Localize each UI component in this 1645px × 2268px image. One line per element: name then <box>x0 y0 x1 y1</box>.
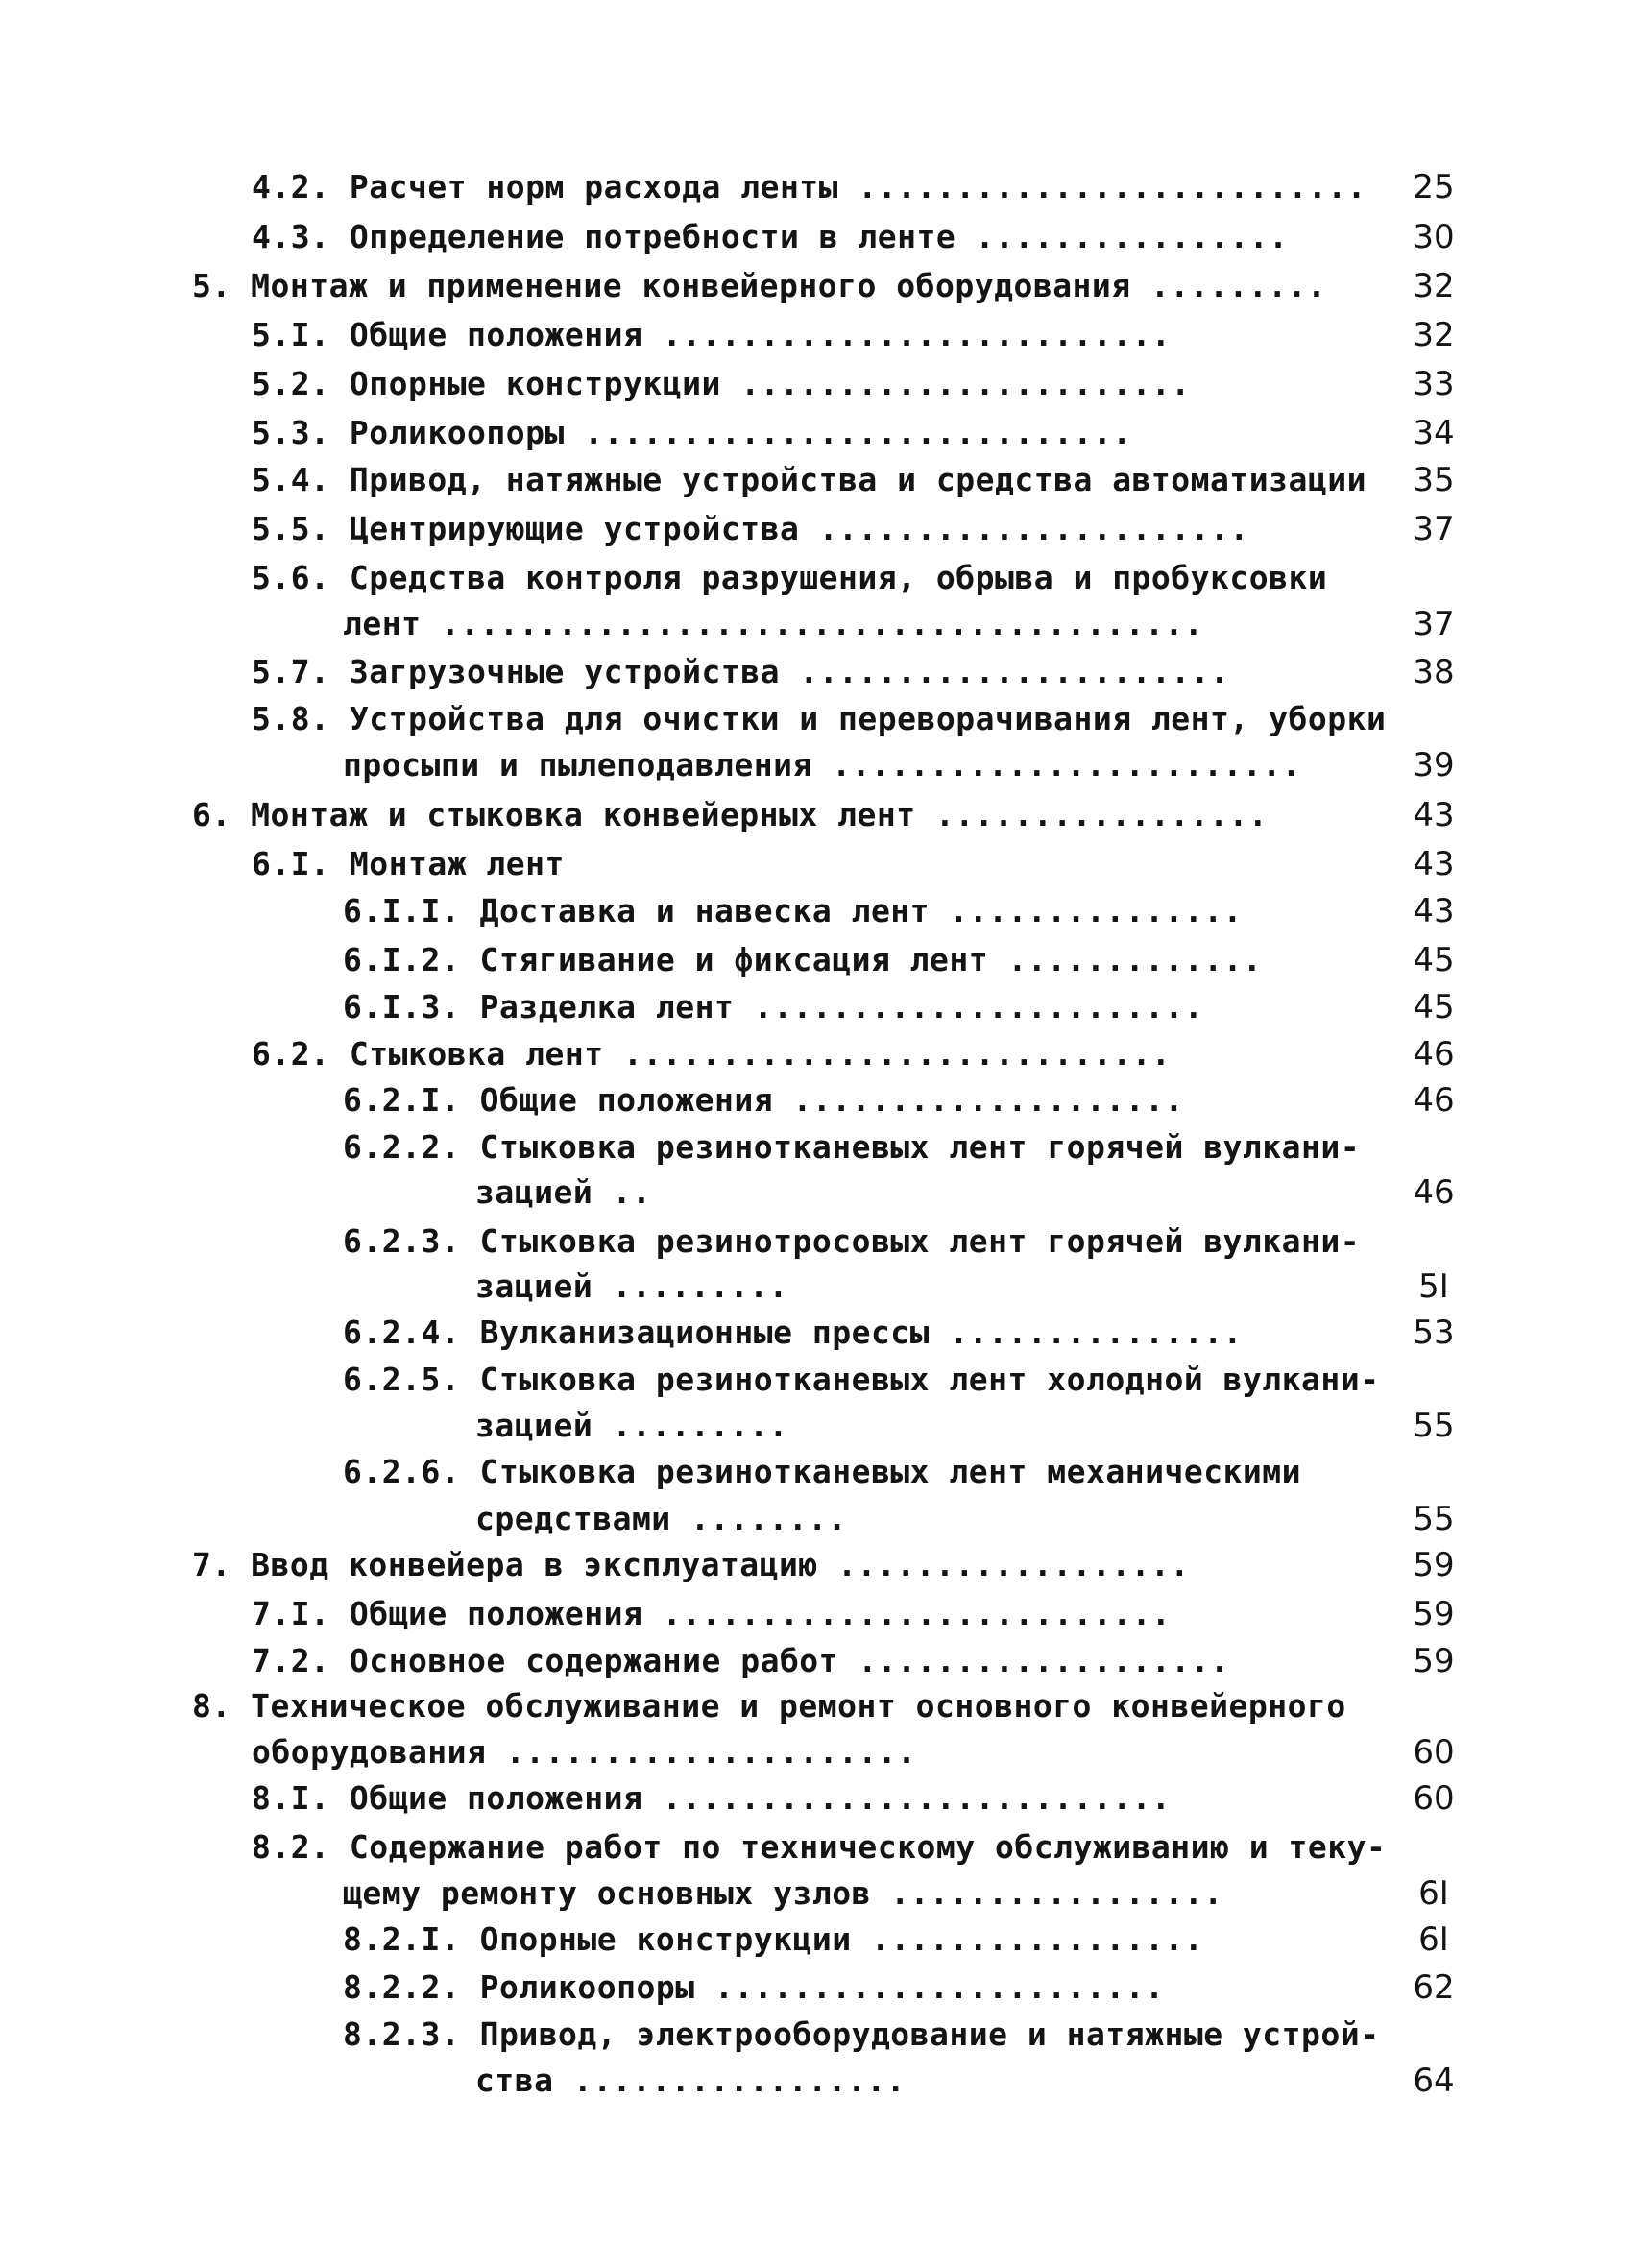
toc-entry <box>0 649 1645 695</box>
toc-entry <box>0 984 1645 1030</box>
toc-entry-text <box>343 937 1262 983</box>
toc-entry-title: Доставка и навеска лент <box>460 892 931 929</box>
toc-entry-title: Стыковка лент <box>329 1035 604 1073</box>
toc-entry-text <box>343 1077 1184 1123</box>
toc-entry-page: 43 <box>1413 892 1455 930</box>
toc-entry-number: 5.I. <box>252 316 330 353</box>
toc-entry-number: 8.I. <box>252 1779 330 1817</box>
dot-leader: ................. <box>870 1874 1223 1912</box>
toc-entry-page: 64 <box>1413 2062 1455 2100</box>
toc-entry-page: 33 <box>1413 365 1455 403</box>
toc-entry <box>0 312 1645 358</box>
toc-entry-title-cont <box>475 1403 788 1449</box>
toc-entry-title: Основное содержание работ <box>329 1642 839 1679</box>
toc-entry-page: 43 <box>1413 845 1455 883</box>
toc-entry-continuation <box>0 1496 1645 1542</box>
toc-entry-page: 55 <box>1413 1407 1455 1445</box>
toc-entry <box>0 1031 1645 1077</box>
toc-entry <box>0 263 1645 309</box>
toc-entry-title: Монтаж лент <box>329 845 565 882</box>
toc-entry-number: 6. <box>192 796 231 833</box>
toc-entry-page: 59 <box>1413 1642 1455 1680</box>
toc-entry <box>0 1218 1645 1265</box>
toc-entry-title-cont <box>475 1496 847 1542</box>
toc-entry-number: 4.3. <box>252 218 330 255</box>
toc-entry-title: Стыковка резинотканевых лент механическими <box>460 1453 1302 1490</box>
toc-entry-number: 6.2.6. <box>343 1453 461 1490</box>
dot-leader: ........ <box>670 1500 847 1537</box>
toc-entry-title-cont <box>475 1170 651 1216</box>
toc-entry <box>0 2012 1645 2058</box>
toc-entry-title-cont-text: оборудования <box>252 1733 487 1771</box>
toc-entry-text <box>343 888 1243 934</box>
toc-entry-text <box>252 506 1249 552</box>
dot-leader: ..................... <box>486 1733 917 1771</box>
toc-entry-title-cont-text: просыпи и пылеподавления <box>343 746 812 784</box>
toc-entry-title: Расчет норм расхода ленты <box>329 168 839 205</box>
toc-entry-text <box>343 984 1203 1030</box>
toc-entry-text <box>252 410 1132 456</box>
toc-entry-page: 46 <box>1413 1081 1455 1120</box>
toc-entry-text <box>192 792 1268 838</box>
toc-entry-continuation <box>0 2058 1645 2104</box>
toc-entry-title-cont <box>475 1264 788 1310</box>
toc-entry-number: 7.2. <box>252 1642 330 1679</box>
toc-entry-page: 43 <box>1413 796 1455 834</box>
toc-entry-number: 5.6. <box>252 559 330 596</box>
toc-entry-number: 6.I.I. <box>343 892 461 929</box>
toc-entry-continuation <box>0 1170 1645 1216</box>
toc-entry-title: Опорные конструкции <box>329 365 721 402</box>
toc-entry <box>0 1449 1645 1495</box>
toc-entry-title: Роликоопоры <box>329 414 565 451</box>
dot-leader: .......................... <box>642 316 1172 353</box>
toc-entry <box>0 1917 1645 1963</box>
dot-leader: ................... <box>838 1642 1230 1679</box>
toc-entry-title-cont-text: лент <box>343 605 422 642</box>
toc-entry-page: 60 <box>1413 1779 1455 1818</box>
toc-entry-number: 5.4. <box>252 461 330 498</box>
toc-entry <box>0 792 1645 838</box>
toc-entry <box>0 1124 1645 1170</box>
toc-entry-title: Общие положения <box>329 1779 643 1817</box>
toc-entry-number: 6.I. <box>252 845 330 882</box>
toc-entry <box>0 1775 1645 1822</box>
toc-entry-title: Привод, натяжные устройства и средства автоматизации <box>329 461 1367 498</box>
toc-entry-number: 5.5. <box>252 510 330 547</box>
toc-entry-page: 45 <box>1413 941 1455 979</box>
toc-entry-text <box>252 1775 1171 1822</box>
toc-entry <box>0 1638 1645 1684</box>
toc-entry-number: 8.2. <box>252 1828 330 1866</box>
toc-entry-continuation <box>0 1264 1645 1310</box>
toc-entry-title-cont <box>252 1729 917 1775</box>
toc-entry-number: 6.2.3. <box>343 1222 461 1260</box>
dot-leader: ...................... <box>779 653 1230 690</box>
toc-entry <box>0 1310 1645 1356</box>
dot-leader: ............................ <box>564 414 1132 451</box>
toc-entry-number: 7.I. <box>252 1595 330 1632</box>
toc-entry-page: 55 <box>1413 1500 1455 1538</box>
toc-entry-number: 6.2.4. <box>343 1314 461 1351</box>
toc-entry-text <box>252 555 1327 601</box>
toc-entry-number: 5.2. <box>252 365 330 402</box>
toc-entry-text <box>343 1449 1301 1495</box>
toc-entry-number: 5. <box>192 267 231 304</box>
toc-entry-title-cont-text: зацией <box>475 1173 593 1211</box>
toc-entry-page: 25 <box>1413 168 1455 206</box>
toc-entry <box>0 457 1645 503</box>
toc-entry-number: 6.I.3. <box>343 988 461 1025</box>
toc-entry-page: 59 <box>1413 1595 1455 1633</box>
toc-entry-title: Устройства для очистки и переворачивания лент, уборки <box>329 700 1387 737</box>
toc-entry <box>0 555 1645 601</box>
toc-entry-continuation <box>0 1729 1645 1775</box>
toc-entry-text <box>252 1591 1171 1637</box>
dot-leader: ............................ <box>603 1035 1172 1073</box>
toc-entry-page: 45 <box>1413 988 1455 1026</box>
toc-entry-title-cont-text: ства <box>475 2062 554 2099</box>
toc-entry <box>0 506 1645 552</box>
toc-entry-continuation <box>0 742 1645 788</box>
toc-entry-number: 5.8. <box>252 700 330 737</box>
dot-leader: ...................... <box>799 510 1249 547</box>
toc-entry <box>0 696 1645 742</box>
dot-leader: .......................... <box>642 1779 1172 1817</box>
toc-entry-page: 59 <box>1413 1546 1455 1584</box>
toc-entry-number: 5.3. <box>252 414 330 451</box>
toc-entry-text <box>252 312 1171 358</box>
toc-entry-title: Вулканизационные прессы <box>460 1314 931 1351</box>
toc-entry-text <box>252 1638 1229 1684</box>
toc-entry-title-cont <box>343 601 1203 647</box>
toc-entry-title: Стыковка резинотканевых лент холодной вулкани- <box>460 1361 1380 1398</box>
toc-entry-title: Содержание работ по техническому обслуживанию и теку- <box>329 1828 1387 1866</box>
toc-entry-title: Загрузочные устройства <box>329 653 780 690</box>
toc-entry-text <box>192 263 1326 309</box>
toc-entry-title-cont <box>343 742 1301 788</box>
toc-entry-title-cont <box>475 2058 906 2104</box>
dot-leader: ....................... <box>720 365 1191 402</box>
toc-entry <box>0 1683 1645 1729</box>
toc-entry-title: Техническое обслуживание и ремонт основного конвейерного <box>230 1687 1346 1725</box>
dot-leader: ............... <box>930 892 1243 929</box>
toc-entry <box>0 410 1645 456</box>
toc-entry-text <box>343 1218 1360 1265</box>
dot-leader: .................... <box>773 1081 1184 1119</box>
toc-entry-page: 46 <box>1413 1173 1455 1212</box>
toc-entry-text <box>252 1031 1171 1077</box>
toc-entry-number: 7. <box>192 1546 231 1583</box>
toc-entry-page: 37 <box>1413 510 1455 548</box>
toc-entry-page: 6I <box>1418 1874 1449 1913</box>
toc-entry-number: 8.2.I. <box>343 1920 461 1958</box>
toc-entry-number: 6.2.5. <box>343 1361 461 1398</box>
toc-entry-title: Роликоопоры <box>460 1968 695 2006</box>
toc-entry-title: Стягивание и фиксация лент <box>460 941 989 978</box>
toc-entry <box>0 888 1645 934</box>
toc-entry-page: 5I <box>1418 1267 1449 1306</box>
toc-entry <box>0 841 1645 887</box>
toc-entry <box>0 1542 1645 1588</box>
dot-leader: ................. <box>915 796 1269 833</box>
toc-entry-number: 8. <box>192 1687 231 1725</box>
toc-entry-title: Привод, электрооборудование и натяжные устрой- <box>460 2015 1380 2053</box>
dot-leader: ........................ <box>811 746 1302 784</box>
toc-entry-title: Общие положения <box>329 316 643 353</box>
toc-entry-page: 35 <box>1413 461 1455 499</box>
toc-entry-text <box>252 214 1289 260</box>
dot-leader: .......................... <box>642 1595 1172 1632</box>
toc-entry-number: 6.2. <box>252 1035 330 1073</box>
toc-entry <box>0 164 1645 210</box>
dot-leader: ....................... <box>694 1968 1165 2006</box>
toc-entry-text <box>343 1357 1380 1403</box>
toc-entry <box>0 1357 1645 1403</box>
toc-entry-title-cont-text: щему ремонту основных узлов <box>343 1874 871 1912</box>
toc-entry-text <box>252 457 1367 503</box>
dot-leader: .................. <box>817 1546 1190 1583</box>
toc-entry-title: Определение потребности в ленте <box>329 218 956 255</box>
toc-entry-text <box>192 1683 1346 1729</box>
dot-leader: ......... <box>593 1407 788 1444</box>
toc-entry-title: Монтаж и применение конвейерного оборудования <box>230 267 1131 304</box>
toc-entry-text <box>252 1824 1386 1870</box>
toc-entry-title: Общие положения <box>460 1081 774 1119</box>
toc-entry-text <box>252 649 1229 695</box>
toc-entry-title: Центрирующие устройства <box>329 510 800 547</box>
toc-entry-title: Стыковка резинотросовых лент горячей вулкани- <box>460 1222 1361 1260</box>
toc-entry-page: 53 <box>1413 1314 1455 1352</box>
toc-entry-page: 62 <box>1413 1968 1455 2007</box>
toc-entry-number: 6.I.2. <box>343 941 461 978</box>
toc-entry-page: 46 <box>1413 1035 1455 1074</box>
toc-entry-text <box>252 841 565 887</box>
dot-leader: ......... <box>1130 267 1327 304</box>
toc-entry-title: Стыковка резинотканевых лент горячей вулкани- <box>460 1128 1361 1166</box>
dot-leader: ....................... <box>734 988 1204 1025</box>
toc-entry <box>0 361 1645 407</box>
toc-entry-number: 4.2. <box>252 168 330 205</box>
toc-entry-page: 6I <box>1418 1920 1449 1959</box>
toc-entry-text <box>343 1965 1164 2011</box>
toc-entry-page: 39 <box>1413 746 1455 784</box>
toc-entry <box>0 1591 1645 1637</box>
toc-entry-title-cont-text: средствами <box>475 1500 671 1537</box>
dot-leader: ................ <box>956 218 1289 255</box>
toc-entry-text <box>192 1542 1190 1588</box>
toc-entry-title-cont-text: зацией <box>475 1267 593 1305</box>
toc-entry-title: Монтаж и стыковка конвейерных лент <box>230 796 916 833</box>
toc-entry <box>0 214 1645 260</box>
toc-entry-title: Средства контроля разрушения, обрыва и пробуксовки <box>329 559 1328 596</box>
toc-entry-page: 34 <box>1413 414 1455 452</box>
toc-entry-text <box>343 1310 1243 1356</box>
toc-entry-continuation <box>0 1870 1645 1917</box>
dot-leader: .......................... <box>838 168 1367 205</box>
dot-leader: ................. <box>553 2062 907 2099</box>
toc-entry-page: 38 <box>1413 653 1455 691</box>
dot-leader: ......... <box>593 1267 788 1305</box>
toc-entry <box>0 1965 1645 2011</box>
toc-entry-title: Разделка лент <box>460 988 735 1025</box>
toc-entry-page: 32 <box>1413 316 1455 354</box>
toc-entry <box>0 937 1645 983</box>
toc-entry-page: 37 <box>1413 605 1455 643</box>
toc-entry-title: Ввод конвейера в эксплуатацию <box>230 1546 818 1583</box>
dot-leader: ....................................... <box>421 605 1204 642</box>
toc-entry-text <box>252 696 1386 742</box>
toc-entry-number: 5.7. <box>252 653 330 690</box>
toc-entry <box>0 1824 1645 1870</box>
toc-entry <box>0 1077 1645 1123</box>
dot-leader: ................. <box>851 1920 1204 1958</box>
toc-entry-text <box>252 164 1367 210</box>
toc-entry-text <box>252 361 1191 407</box>
toc-entry-page: 32 <box>1413 267 1455 305</box>
toc-entry-page: 60 <box>1413 1733 1455 1772</box>
toc-entry-number: 8.2.2. <box>343 1968 461 2006</box>
toc-entry-text <box>343 1124 1360 1170</box>
toc-entry-number: 8.2.3. <box>343 2015 461 2053</box>
dot-leader: ............... <box>930 1314 1243 1351</box>
toc-entry-text <box>343 2012 1380 2058</box>
toc-entry-number: 6.2.2. <box>343 1128 461 1166</box>
toc-entry-continuation <box>0 601 1645 647</box>
toc-entry-continuation <box>0 1403 1645 1449</box>
toc-entry-number: 6.2.I. <box>343 1081 461 1119</box>
toc-entry-title-cont-text: зацией <box>475 1407 593 1444</box>
toc-entry-page: 30 <box>1413 218 1455 256</box>
dot-leader: .. <box>593 1173 652 1211</box>
toc-entry-title: Опорные конструкции <box>460 1920 852 1958</box>
toc-entry-title: Общие положения <box>329 1595 643 1632</box>
dot-leader: ............. <box>988 941 1263 978</box>
toc-entry-title-cont <box>343 1870 1223 1917</box>
toc-entry-text <box>343 1917 1203 1963</box>
